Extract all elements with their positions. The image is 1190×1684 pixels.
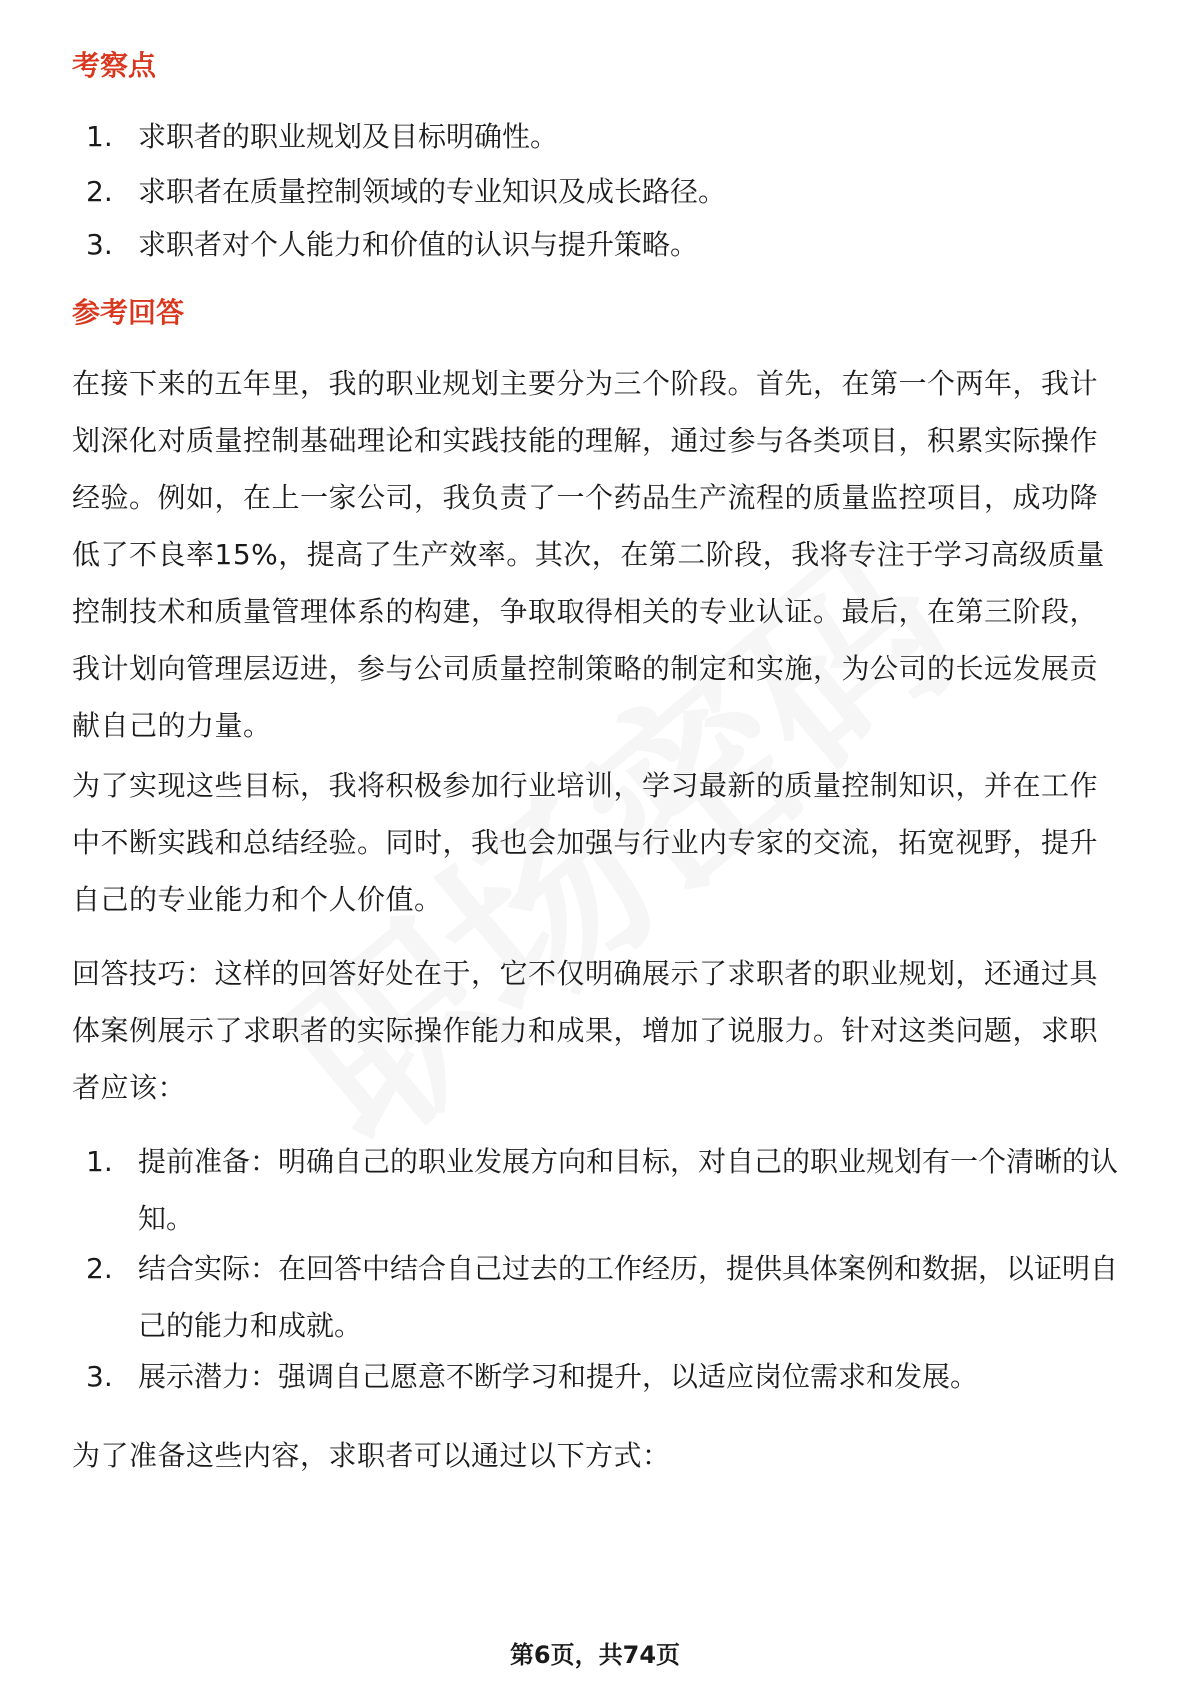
answer-paragraph: 为了实现这些目标，我将积极参加行业培训，学习最新的质量控制知识，并在工作中不断实践和总结经验。同时，我也会加强与行业内专家的交流，拓宽视野，提升自己的专业能力和个人价值。 [72,769,1099,916]
list-text: 展示潜力：强调自己愿意不断学习和提升，以适应岗位需求和发展。 [138,1360,979,1393]
page-number-footer: 第6页，共74页 [509,1641,681,1669]
list-item [86,1240,1122,1354]
section-title-answer: 参考回答 [72,296,185,329]
list-text: 提前准备：明确自己的职业发展方向和目标，对自己的职业规划有一个清晰的认知。 [138,1145,1119,1235]
list-item [86,216,1122,273]
list-text: 求职者在质量控制领域的专业知识及成长路径。 [138,175,727,208]
list-text: 求职者对个人能力和价值的认识与提升策略。 [138,228,699,261]
list-number: 3. [86,228,113,261]
list-text: 结合实际：在回答中结合自己过去的工作经历，提供具体案例和数据，以证明自己的能力和成就。 [138,1252,1119,1342]
answer-paragraph: 在接下来的五年里，我的职业规划主要分为三个阶段。首先，在第一个两年，我计划深化对质量控制基础理论和实践技能的理解，通过参与各类项目，积累实际操作经验。例如，在上一家公司，我负责了一个药品生产流程的质量监控项目，成功降低了不良率15%，提高了生产效率。其次，在第二阶段，我将专注于学习高级质量控制技术和质量管理体系的构建，争取取得相关的专业认证。最后，在第三阶段，我计划向管理层迈进，参与公司质量控制策略的制定和实施，为公司的长远发展贡献自己的力量。 [72,367,1105,742]
list-number: 1. [86,1145,113,1178]
list-number: 2. [86,175,113,208]
list-item [86,1348,1122,1405]
tips-intro-paragraph: 回答技巧：这样的回答好处在于，它不仅明确展示了求职者的职业规划，还通过具体案例展示了求职者的实际操作能力和成果，增加了说服力。针对这类问题，求职者应该： [72,957,1099,1104]
list-number: 2. [86,1252,113,1285]
list-text: 求职者的职业规划及目标明确性。 [138,120,559,153]
closing-paragraph: 为了准备这些内容，求职者可以通过以下方式： [72,1439,671,1472]
list-number: 1. [86,120,113,153]
list-item [86,1133,1122,1247]
list-item [86,108,1122,165]
list-number: 3. [86,1360,113,1393]
list-item [86,163,1122,220]
section-title-points: 考察点 [72,49,157,82]
